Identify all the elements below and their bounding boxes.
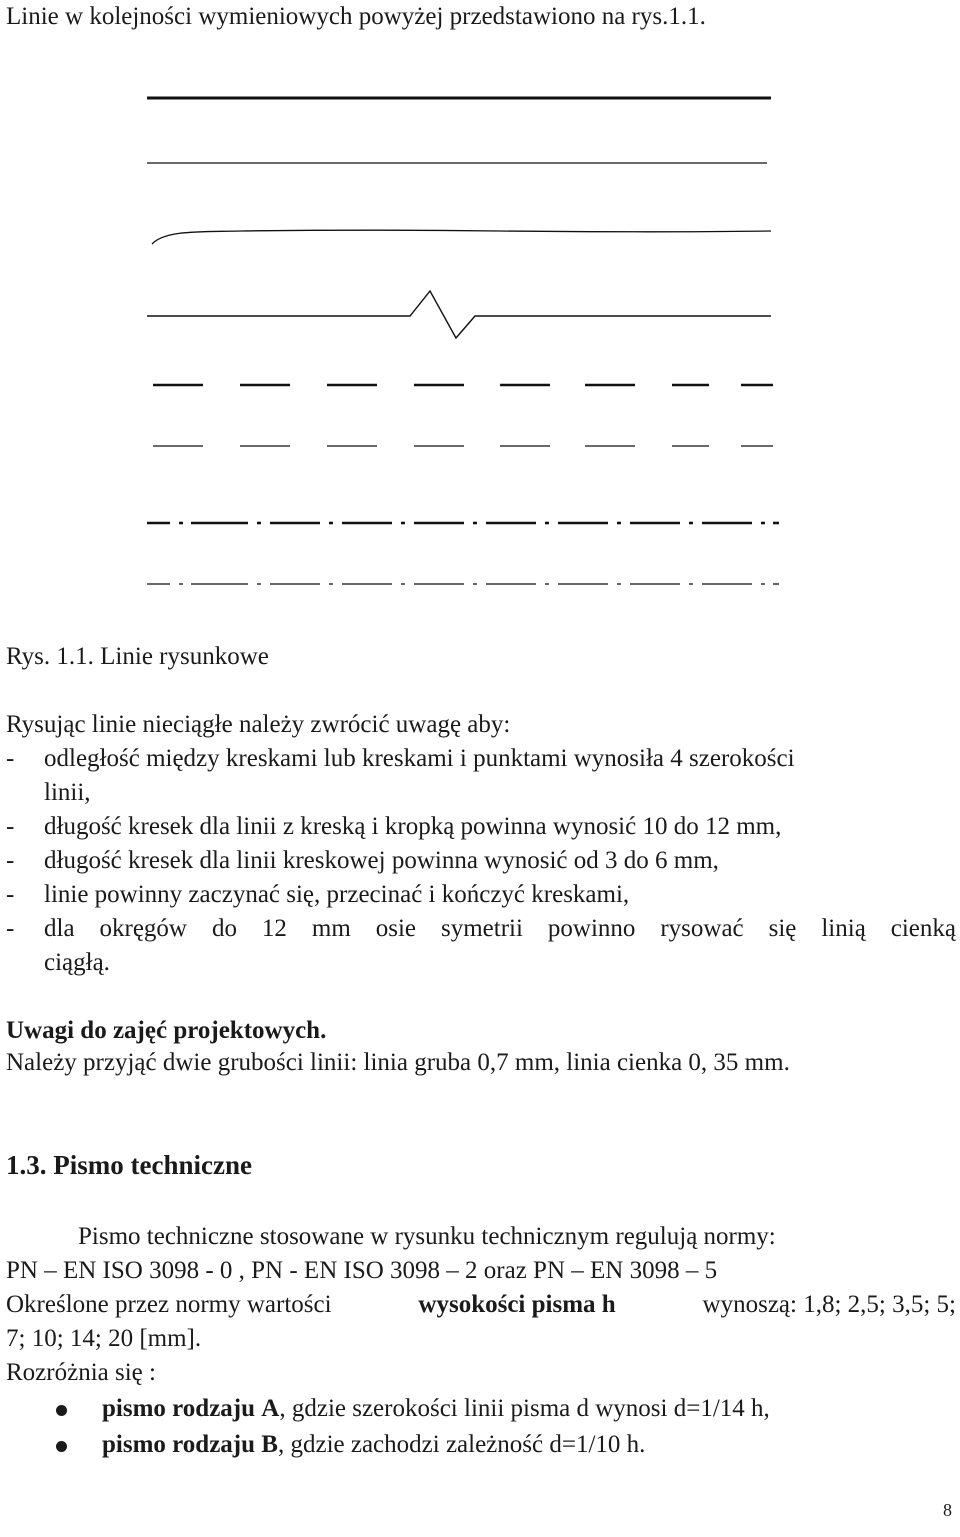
rule-dash: - (6, 813, 15, 840)
section-paragraph-2: PN – EN ISO 3098 - 0 , PN - EN ISO 3098 – 2 oraz PN – EN 3098 – 5 (6, 1257, 718, 1284)
section-paragraph-1: Pismo techniczne stosowane w rysunku technicznym regulują normy: (78, 1223, 776, 1250)
rule-item (6, 878, 629, 912)
rule-dash: - (6, 847, 15, 874)
rule-item (6, 844, 719, 878)
rule-dash: - (6, 881, 15, 908)
rule-text: linie powinny zaczynać się, przecinać i kończyć kreskami, (44, 881, 630, 908)
line-freehand-wavy (152, 230, 771, 244)
line-zigzag-break (147, 291, 771, 338)
figure-caption: Rys. 1.1. Linie rysunkowe (6, 643, 269, 670)
rule-text: dla okręgów do 12 mm osie symetrii powinno rysować się linią cienką (44, 915, 956, 942)
bullet-letter: B (261, 1431, 278, 1458)
rule-item (6, 742, 795, 776)
bullet-bold: pismo rodzaju (102, 1395, 256, 1422)
rule-dash: - (6, 915, 15, 942)
section-paragraph-4: Rozróżnia się : (6, 1359, 156, 1386)
bullet-icon (56, 1405, 67, 1416)
rule-text: długość kresek dla linii z kreską i kropką powinna wynosić 10 do 12 mm, (44, 813, 782, 840)
rule-item (6, 810, 781, 844)
rules-lead: Rysując linie nieciągłe należy zwrócić uwagę aby: (6, 711, 511, 738)
remarks-heading: Uwagi do zajęć projektowych. (6, 1017, 327, 1044)
section-heading: 1.3. Pismo techniczne (6, 1150, 252, 1180)
bullet-icon (56, 1441, 67, 1452)
p3-before: Określone przez normy wartości (6, 1291, 332, 1318)
rule-item (6, 912, 956, 946)
p3-after: wynoszą: 1,8; 2,5; 3,5; 5; (702, 1291, 956, 1318)
page-number: 8 (943, 1500, 952, 1520)
remarks-text: Należy przyjąć dwie grubości linii: linia gruba 0,7 mm, linia cienka 0, 35 mm. (6, 1049, 790, 1076)
list-item (62, 1428, 646, 1462)
p3-bold: wysokości pisma h (418, 1291, 616, 1318)
intro-text: Linie w kolejności wymieniowych powyżej przedstawiono na rys.1.1. (6, 3, 706, 30)
bullet-letter: A (261, 1395, 280, 1422)
rule-dash: - (6, 745, 15, 772)
bullet-rest: , gdzie szerokości linii pisma d wynosi d=1/14 h, (279, 1395, 770, 1422)
line-types-figure (0, 80, 960, 600)
bullet-rest: , gdzie zachodzi zależność d=1/10 h. (277, 1431, 646, 1458)
rule-text: odległość między kreskami lub kreskami i punktami wynosiła 4 szerokości (44, 745, 795, 772)
section-paragraph-3 (6, 1288, 956, 1322)
bullet-bold: pismo rodzaju (102, 1431, 256, 1458)
rule-text: długość kresek dla linii kreskowej powinna wynosić od 3 do 6 mm, (44, 847, 719, 874)
rule-text-continuation: ciągłą. (44, 949, 110, 976)
section-paragraph-3-cont: 7; 10; 14; 20 [mm]. (6, 1325, 202, 1352)
rule-text-continuation: linii, (44, 779, 91, 806)
list-item (62, 1392, 770, 1426)
